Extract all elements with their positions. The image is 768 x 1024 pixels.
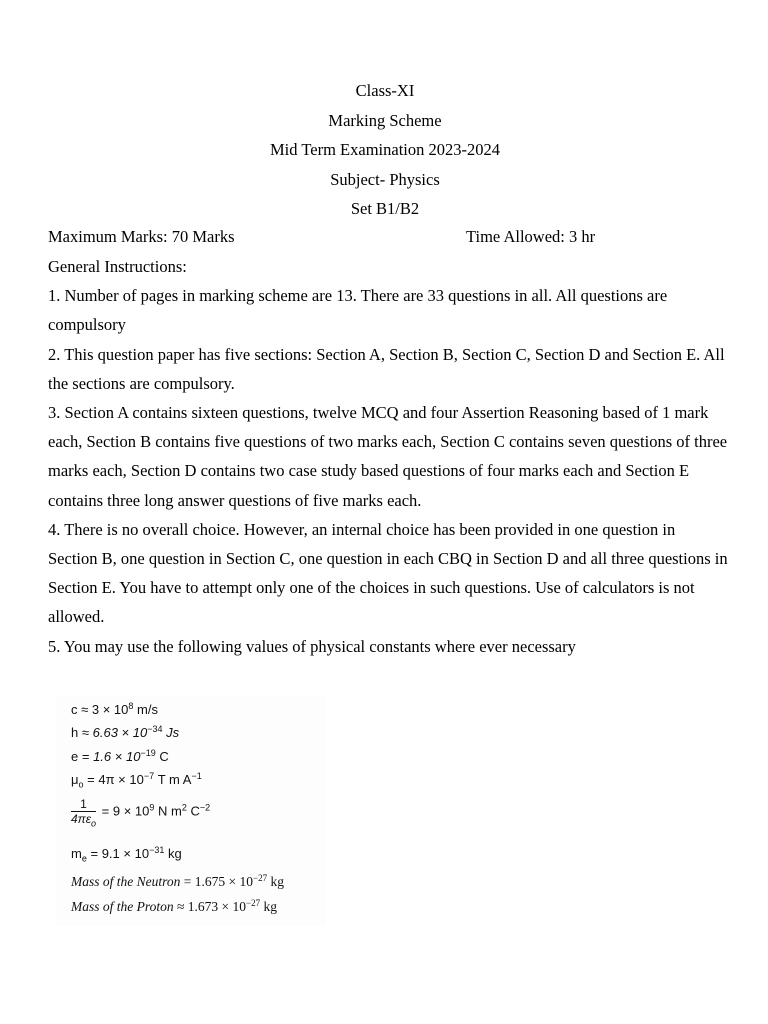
constant-planck: $h \approx 6.63 \times 10^{-34}$ Js [71,724,180,740]
instruction-item: 3. Section A contains sixteen questions, twelve MCQ and four Assertion Reasoning based of 1 mark each, Section B contains five questions of two marks each, Section C contains seven questions of three marks each, Section D contains two case study based questions of four marks each and Section E contains three long answer questions of five marks each. [48,403,728,510]
document-header [0,76,768,224]
exam-title: Mid Term Examination 2023-2024 [270,140,500,159]
constant-permeability: $\mu_o = 4\pi \times 10^{-7}$ T m $A^{-1}$ [71,771,202,790]
constant-coulomb: $\frac{1}{4\pi\varepsilon_o}$ = $9 \times 10^9$ N $m^2$ $C^{-2}$ [71,797,211,829]
physical-constants-image [56,696,326,926]
time-allowed: Time Allowed: 3 hr [466,227,596,246]
constant-neutron-mass: Mass of the Neutron = $1.675 \times 10^{-27}$ kg [71,873,284,889]
maximum-marks: Maximum Marks: 70 Marks [48,227,235,246]
constant-electron-mass: $m_e = 9.1 \times 10^{-31}$ kg [71,845,182,864]
class-title: Class-XI [355,81,415,100]
instruction-item: 2. This question paper has five sections: Section A, Section B, Section C, Section D and Section E. All the sections are compulsory. [48,344,725,393]
set-title: Set B1/B2 [350,199,420,218]
coulomb-fraction: $\frac{1}{4\pi\varepsilon_o}$ [71,797,97,829]
constant-speed-of-light: $c \approx 3 \times 10^8$ m/s [71,701,158,717]
instructions-heading: General Instructions: [48,257,187,276]
marks-time-row [48,222,728,252]
general-instructions [48,252,728,661]
constant-electron-charge: $e = 1.6 \times 10^{-19}$ C [71,748,169,764]
constant-proton-mass: Mass of the Proton ≈ $1.673 \times 10^{-27}$ kg [71,898,277,914]
instruction-item: 1. Number of pages in marking scheme are 13. There are 33 questions in all. All questions are compulsory [48,286,668,335]
subject-title: Subject- Physics [330,169,440,189]
instruction-item: 4. There is no overall choice. However, an internal choice has been provided in one question in Section B, one question in Section C, one question in each CBQ in Section D and all three questions in Section E. You have to attempt only one of the choices in such questions. Use of calculators is not allowed. [48,519,728,627]
scheme-title: Marking Scheme [328,110,442,130]
instruction-item: 5. You may use the following values of physical constants where ever necessary [48,636,576,656]
